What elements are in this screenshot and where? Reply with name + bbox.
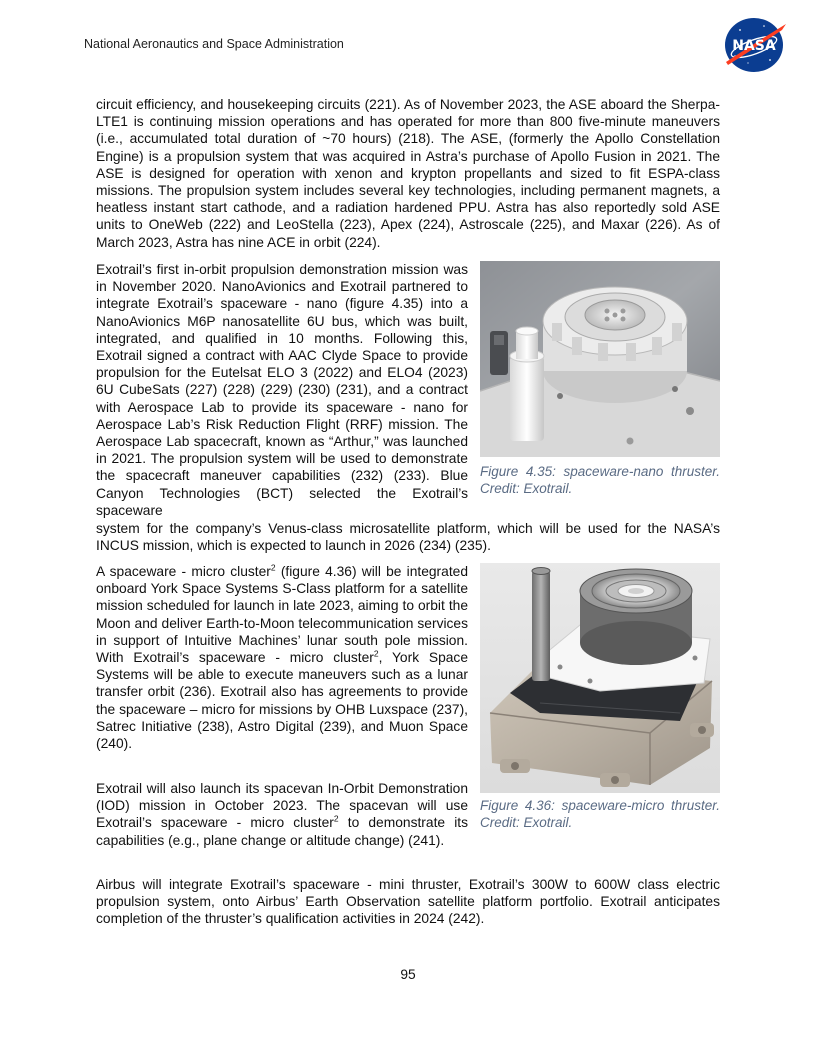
figure-4-35-spaceware-nano-image — [480, 261, 720, 457]
paragraph-exotrail-nano-continued: system for the company’s Venus-class microsatellite platform, which will be used for the NASA’s INCUS mission, which is expected to launch in 2026 (234) (235). — [96, 521, 720, 554]
figure-4-36-spaceware-micro-image — [480, 563, 720, 793]
p4-superscript: 2 — [333, 813, 339, 824]
p3-superscript-1: 2 — [270, 562, 276, 573]
p3-text-a: A spaceware - micro cluster — [96, 564, 271, 579]
paragraph-astra: circuit efficiency, and housekeeping circuits (221). As of November 2023, the ASE aboard the Sherpa-LTE1 is continuing mission operations and has operated for more than 800 five-minute maneuvers (i.e., accumulated total duration of ~70 hours) (218). The ASE, (formerly the Apollo Constellation Engine) is a propulsion system that was acquired in Astra’s purchase of Apollo Fusion in 2021. The ASE is designed for operation with xenon and krypton propellants and sized to fit ESPA-class missions. The propulsion system includes several key technologies, including permanent magnets, a heatless instant start cathode, and a radiation hardened PPU. Astra has also reportedly sold ASE units to OneWeb (222) and LeoStella (223), Apex (224), Astroscale (225), and Maxar (226). As of March 2023, Astra has nine ACE in orbit (224). — [96, 97, 720, 250]
p3-text-b: (figure 4.36) will be integrated onboard York Space Systems S-Class platform for a satellite mission scheduled for launch in late 2023, aiming to orbit the Moon and deliver Earth-to-Moon telecommunication services in support of Intuitive Machines’ lunar south pole mission. With Exotrail’s spaceware - micro cluster — [96, 564, 469, 666]
figure-4-36-caption: Figure 4.36: spaceware-micro thruster. Credit: Exotrail. — [480, 798, 720, 830]
p3-text-c: , York Space Systems will be able to execute maneuvers such as a lunar transfer orbit (236). Exotrail also has agreements to provide the spaceware – micro for missions by OHB Luxspace (237), Satrec Initiative (238), Astro Digital (239), and Muon Space (240). — [96, 650, 468, 752]
p3-superscript-2: 2 — [373, 648, 379, 659]
header-org-name: National Aeronautics and Space Administration — [84, 37, 344, 51]
p4-text-a: Exotrail will also launch its spacevan In-Orbit Demonstration (IOD) mission in October 2023. The spacevan will use Exotrail’s spaceware - micro cluster — [96, 781, 468, 831]
paragraph-spacevan-iod — [96, 780, 468, 849]
p4-text-b: to demonstrate its capabilities (e.g., plane change or altitude change) (241). — [96, 815, 468, 848]
page-number: 95 — [400, 967, 416, 982]
paragraph-airbus: Airbus will integrate Exotrail’s spaceware - mini thruster, Exotrail’s 300W to 600W class electric propulsion system, onto Airbus’ Earth Observation satellite platform portfolio. Exotrail anticipates completion of the thruster’s qualification activities in 2024 (242). — [96, 877, 720, 927]
figure-4-35-caption: Figure 4.35: spaceware-nano thruster. Credit: Exotrail. — [480, 464, 720, 496]
paragraph-spaceware-micro-cluster — [96, 563, 468, 752]
nasa-logo-text: NASA — [732, 38, 776, 54]
nasa-logo — [720, 16, 788, 74]
paragraph-exotrail-nano: Exotrail’s first in-orbit propulsion demonstration mission was in November 2020. NanoAvionics and Exotrail partnered to integrate Exotrail’s spaceware - nano (figure 4.35) into a NanoAvionics M6P nanosatellite 6U bus, which was built, integrated, and qualified in 10 months. Following this, Exotrail signed a contract with AAC Clyde Space to provide propulsion for the Eutelsat ELO 3 (2022) and ELO4 (2023) 6U CubeSats (227) (228) (229) (230) (231), and a contract with Aerospace Lab to provide its spaceware - nano for Aerospace Lab’s Risk Reduction Flight (RRF) mission. The Aerospace Lab spacecraft, known as “Arthur,” was launched in 2021. The propulsion system will be used to demonstrate the spacecraft maneuver capabilities (232) (233). Blue Canyon Technologies (BCT) selected the Exotrail’s spaceware — [96, 262, 468, 518]
